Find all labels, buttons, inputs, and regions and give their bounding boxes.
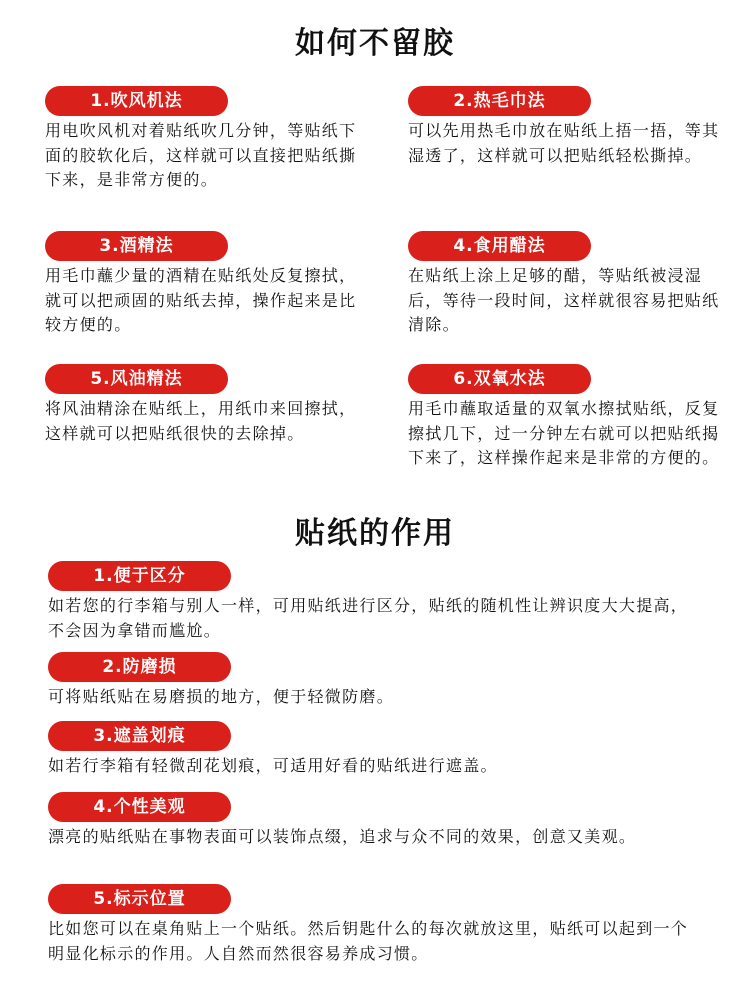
use-label-cover-scratches: 3.遮盖划痕: [48, 721, 231, 751]
method-label-essential-balm: 5.风油精法: [45, 364, 228, 394]
use-label-personal-style: 4.个性美观: [48, 792, 231, 822]
method-label-hot-towel: 2.热毛巾法: [408, 86, 591, 116]
method-label-vinegar: 4.食用醋法: [408, 231, 591, 261]
use-text-mark-location: 比如您可以在桌角贴上一个贴纸。然后钥匙什么的每次就放这里，贴纸可以起到一个明显化标示的作用。人自然而然很容易养成习惯。: [48, 919, 689, 963]
method-label-hair-dryer: 1.吹风机法: [45, 86, 228, 116]
method-text-hair-dryer: 用电吹风机对着贴纸吹几分钟，等贴纸下面的胶软化后，这样就可以直接把贴纸撕下来，是非常方便的。: [45, 121, 357, 189]
use-label-mark-location: 5.标示位置: [48, 884, 231, 914]
method-text-hot-towel: 可以先用热毛巾放在贴纸上捂一捂，等其湿透了，这样就可以把贴纸轻松撕掉。: [408, 121, 720, 165]
method-text-alcohol: 用毛巾蘸少量的酒精在贴纸处反复擦拭，就可以把顽固的贴纸去掉，操作起来是比较方便的。: [45, 266, 357, 334]
use-label-distinguish: 1.便于区分: [48, 561, 231, 591]
method-text-hydrogen-peroxide: 用毛巾蘸取适量的双氧水擦拭贴纸，反复擦拭几下，过一分钟左右就可以把贴纸揭下来了，这样操作起来是非常的方便的。: [408, 399, 720, 467]
use-text-anti-wear: 可将贴纸贴在易磨损的地方，便于轻微防磨。: [48, 687, 395, 706]
method-text-essential-balm: 将风油精涂在贴纸上，用纸巾来回擦拭，这样就可以把贴纸很快的去除掉。: [45, 399, 357, 443]
method-text-vinegar: 在贴纸上涂上足够的醋，等贴纸被浸湿后，等待一段时间，这样就很容易把贴纸清除。: [408, 266, 720, 334]
use-text-cover-scratches: 如若行李箱有轻微刮花划痕，可适用好看的贴纸进行遮盖。: [48, 756, 498, 775]
section-title-remove-sticker: 如何不留胶: [295, 26, 455, 61]
use-text-personal-style: 漂亮的贴纸贴在事物表面可以装饰点缀，追求与众不同的效果，创意又美观。: [48, 827, 637, 846]
use-text-distinguish: 如若您的行李箱与别人一样，可用贴纸进行区分，贴纸的随机性让辨识度大大提高，不会因为拿错而尴尬。: [48, 596, 689, 640]
use-label-anti-wear: 2.防磨损: [48, 652, 231, 682]
section-title-sticker-uses: 贴纸的作用: [295, 516, 455, 551]
method-label-alcohol: 3.酒精法: [45, 231, 228, 261]
method-label-hydrogen-peroxide: 6.双氧水法: [408, 364, 591, 394]
